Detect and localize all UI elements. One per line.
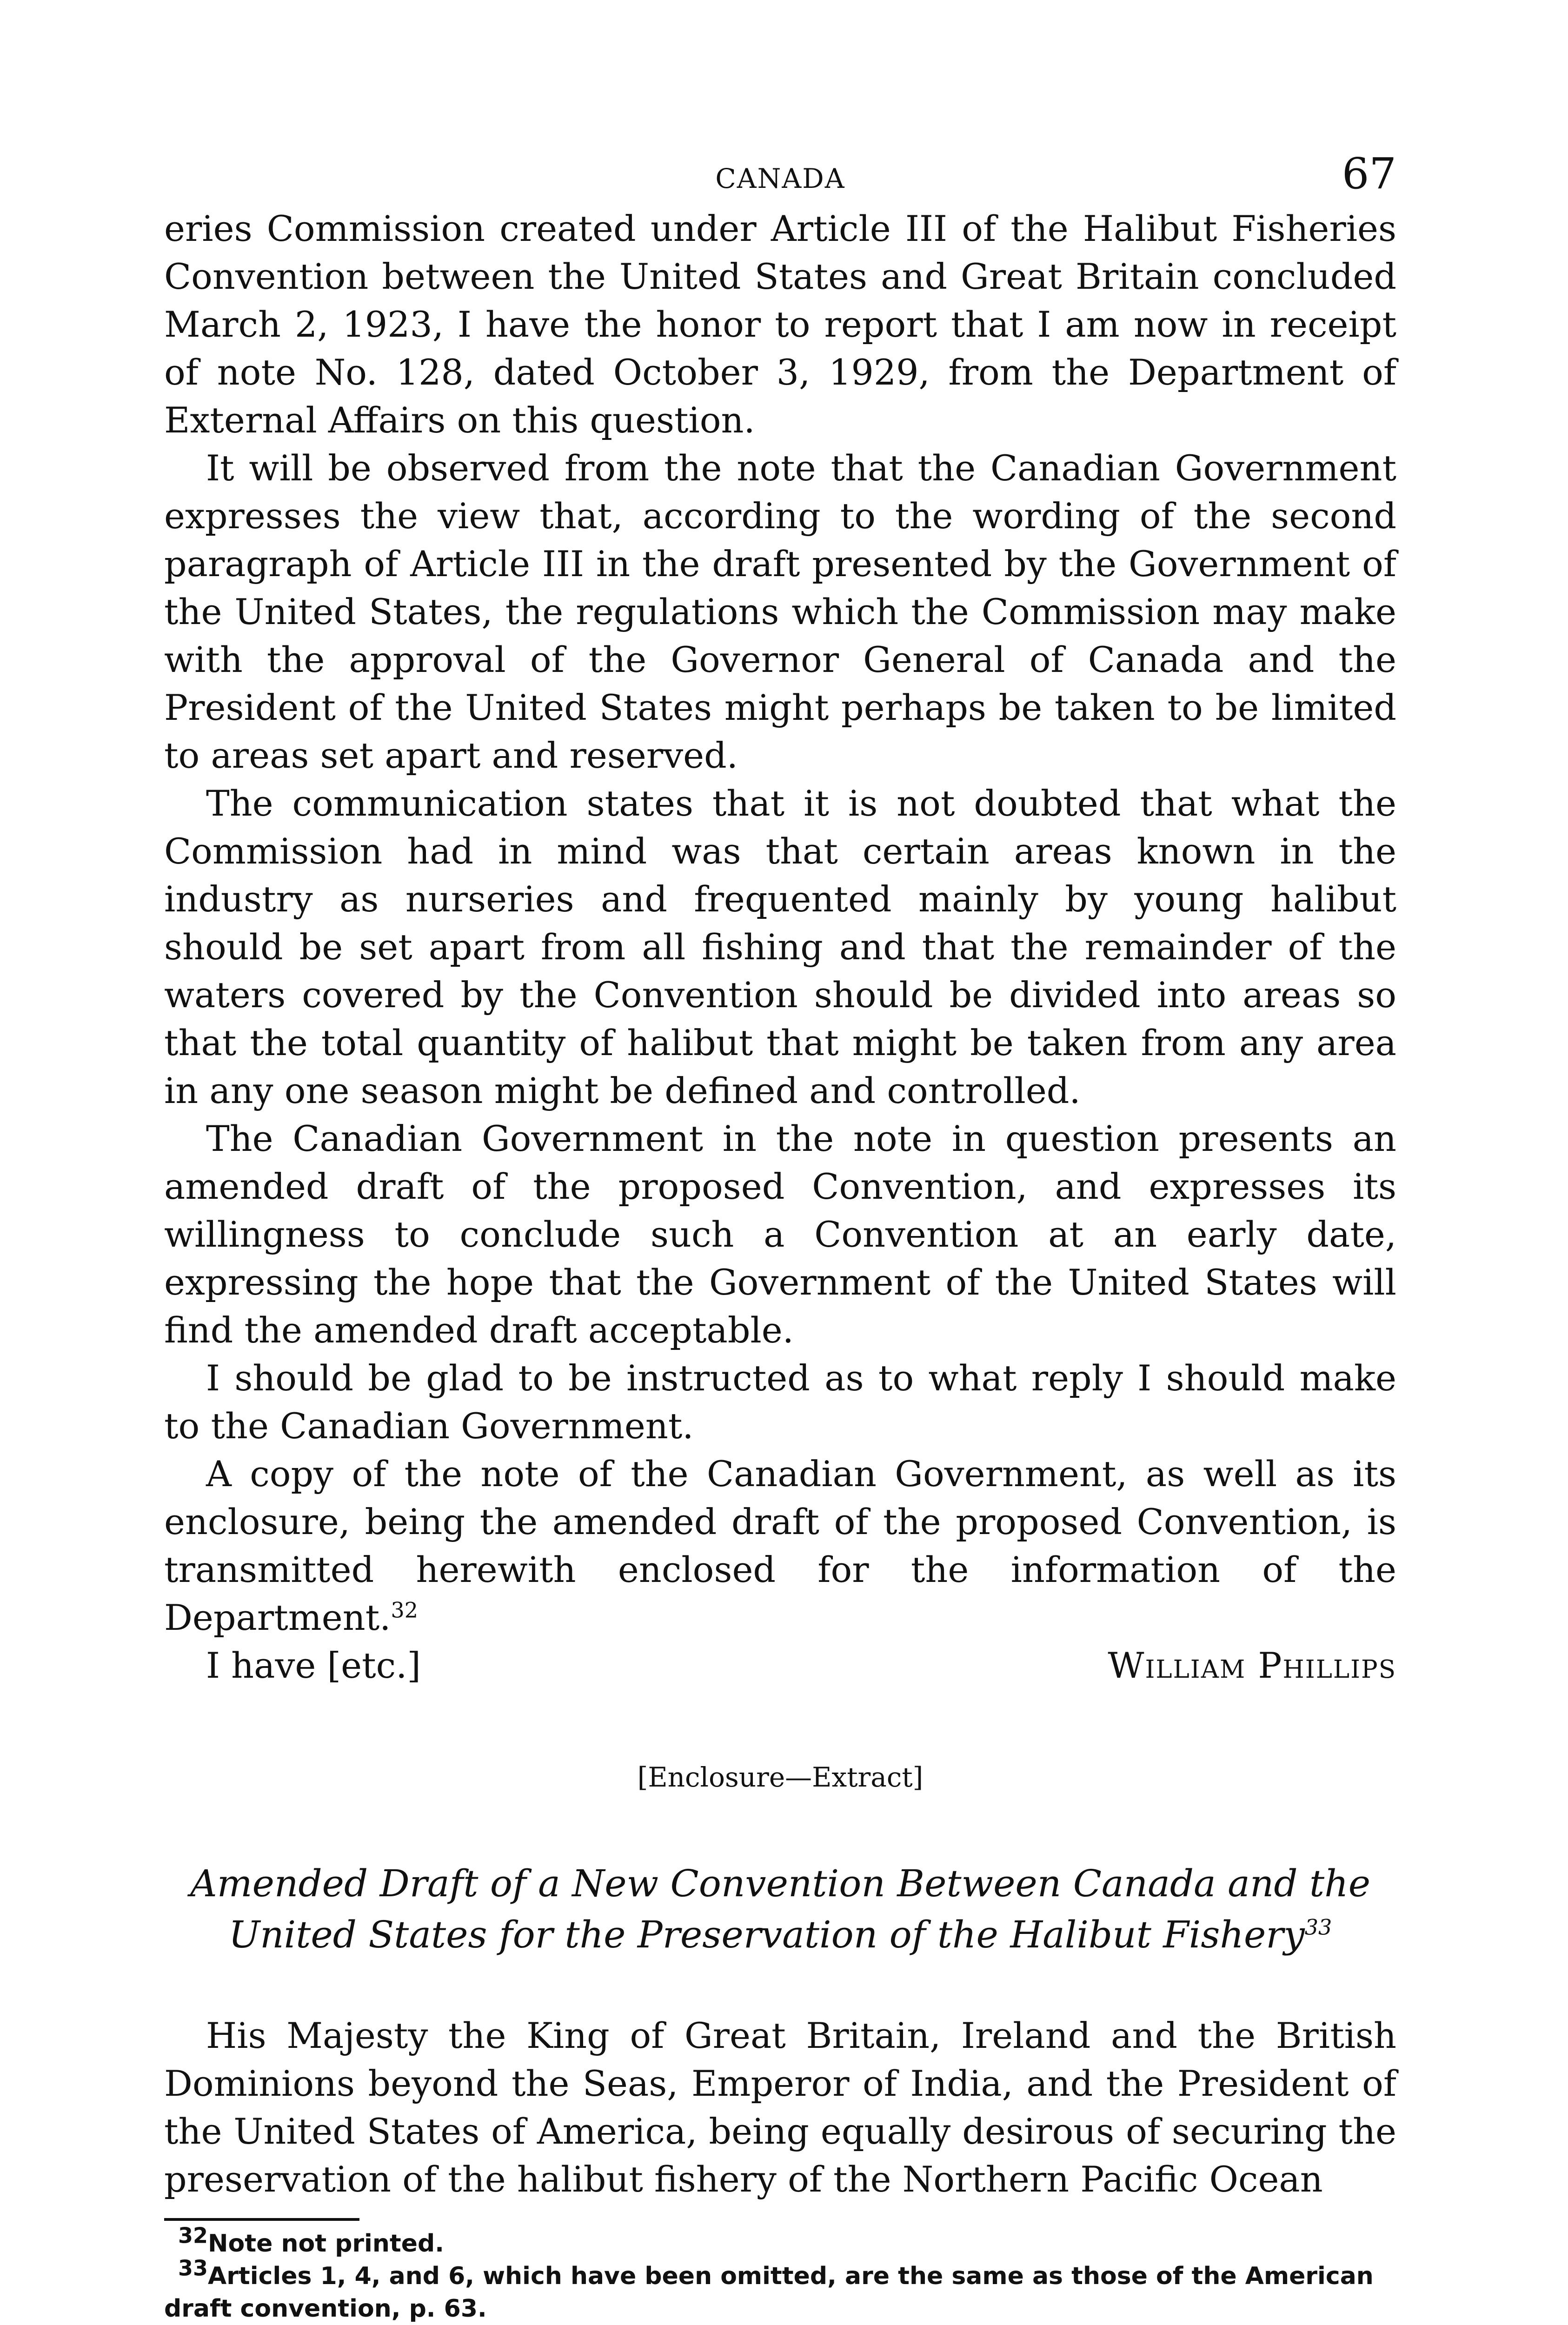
footnote-marker: 32 bbox=[178, 2223, 208, 2248]
footnote-text: Note not printed. bbox=[208, 2230, 445, 2258]
footnote-ref-32: 32 bbox=[391, 1597, 418, 1623]
footnote bbox=[164, 2223, 1396, 2260]
enclosure-label: [Enclosure—Extract] bbox=[637, 1761, 924, 1793]
footnote-text: Articles 1, 4, and 6, which have been omitted, are the same as those of the American draft convention, p. 63. bbox=[164, 2262, 1374, 2323]
page-number: 67 bbox=[1342, 149, 1396, 199]
document-page bbox=[164, 140, 1396, 2325]
enclosure-paragraph: His Majesty the King of Great Britain, Ireland and the British Dominions beyond the Seas, Emperor of India, and the President of the United States of America, being equally desirous of securing the preservation of the halibut fishery of the Northern Pacific Ocean bbox=[164, 2015, 1396, 2200]
draft-title bbox=[183, 1858, 1378, 1960]
copy-paragraph-text: A copy of the note of the Canadian Government, as well as its enclosure, being the amended draft of the proposed Convention, is transmitted herewith enclosed for the information of the Department. bbox=[164, 1453, 1396, 1638]
footnotes bbox=[164, 2223, 1396, 2325]
footnote bbox=[164, 2255, 1396, 2325]
letter-paragraph: The Canadian Government in the note in question presents an amended draft of the proposed Convention, and expresses its willingness to conclude such a Convention at an early date, expressing the hope that the Government of the United States will find the amended draft acceptable. bbox=[164, 1118, 1396, 1351]
letter-paragraph: eries Commission created under Article III of the Halibut Fisheries Convention between the United States and Great Britain concluded March 2, 1923, I have the honor to report that I am now in receipt of note No. 128, dated October 3, 1929, from the Department of External Affairs on this question. bbox=[164, 208, 1396, 441]
footnote-ref-33: 33 bbox=[1304, 1914, 1332, 1940]
closing: I have [etc.] bbox=[206, 1645, 421, 1686]
letter-paragraph-copy bbox=[164, 1450, 1396, 1641]
draft-title-text: Amended Draft of a New Convention Between Canada and the United States for the Preservation of the Halibut Fishery bbox=[190, 1862, 1371, 1956]
letter-paragraph: It will be observed from the note that the Canadian Government expresses the view that, according to the wording of the second paragraph of Article III in the draft presented by the Government of the United States, the regulations which the Commission may make with the approval of the Governor General of Canada and the President of the United States might perhaps be taken to be limited to areas set apart and reserved. bbox=[164, 447, 1396, 776]
signature: William Phillips bbox=[1108, 1645, 1396, 1686]
footnote-marker: 33 bbox=[178, 2255, 208, 2281]
running-title: CANADA bbox=[715, 163, 845, 194]
letter-body bbox=[164, 205, 1396, 1641]
signoff bbox=[164, 1641, 1396, 1689]
footnote-rule bbox=[164, 2218, 359, 2221]
running-header bbox=[164, 140, 1396, 205]
letter-paragraph: The communication states that it is not doubted that what the Commission had in mind was that certain areas known in the industry as nurseries and frequented mainly by young halibut should be set apart from all fishing and that the remainder of the waters covered by the Convention should be divided into areas so that the total quantity of halibut that might be taken from any area in any one season might be defined and controlled. bbox=[164, 783, 1396, 1111]
enclosure-body bbox=[164, 2012, 1396, 2203]
letter-paragraph: I should be glad to be instructed as to what reply I should make to the Canadian Government. bbox=[164, 1357, 1396, 1447]
